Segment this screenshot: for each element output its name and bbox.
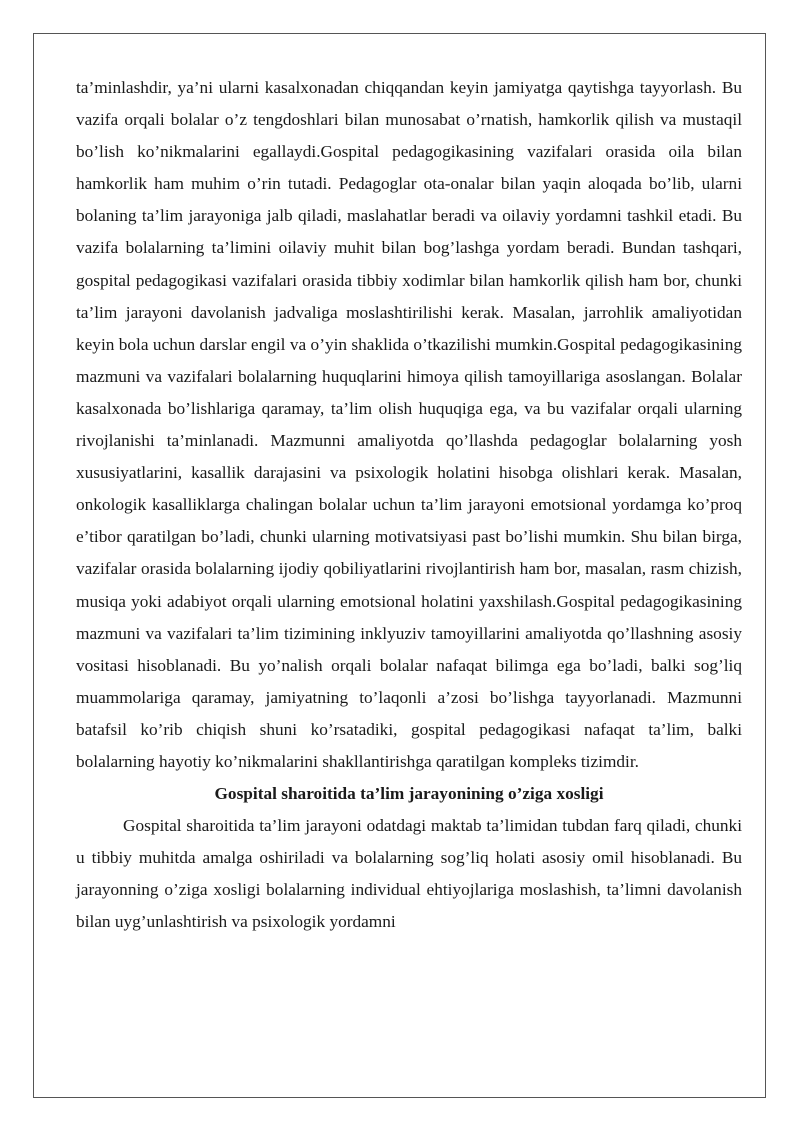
body-paragraph-2: Gospital sharoitida ta’lim jarayoni odatdagi maktab ta’limidan tubdan farq qiladi, chunki u tibbiy muhitda amalga oshiriladi va bolalarning sog’liq holati asosiy omil hisoblanadi. Bu jarayonning o’ziga xosligi bolalarning individual ehtiyojlariga moslashish, ta’limni davolanish bilan uyg’unlashtirish va psixologik yordamni <box>76 816 742 932</box>
document-body <box>76 72 742 939</box>
body-paragraph-1: ta’minlashdir, ya’ni ularni kasalxonadan chiqqandan keyin jamiyatga qaytishga tayyorlash. Bu vazifa orqali bolalar o’z tengdoshlari bilan munosabat o’rnatish, hamkorlik qilish va mustaqil bo’lish ko’nikmalarini egallaydi.Gospital pedagogikasining vazifalari orasida oila bilan hamkorlik ham muhim o’rin tutadi. Pedagoglar ota-onalar bilan yaqin aloqada bo’lib, ularni bolaning ta’lim jarayoniga jalb qiladi, maslahatlar beradi va oilaviy yordamni tashkil etadi. Bu vazifa bolalarning ta’limini oilaviy muhit bilan bog’lashga yordam beradi. Bundan tashqari, gospital pedagogikasi vazifalari orasida tibbiy xodimlar bilan hamkorlik qilish ham bor, chunki ta’lim jarayoni davolanish jadvaliga moslashtirilishi kerak. Masalan, jarrohlik amaliyotidan keyin bola uchun darslar engil va o’yin shaklida o’tkazilishi mumkin.Gospital pedagogikasining mazmuni va vazifalari bolalarning huquqlarini himoya qilish tamoyillariga asoslangan. Bolalar kasalxonada bo’lishlariga qaramay, ta’lim olish huquqiga ega, va bu vazifalar orqali ularning rivojlanishi ta’minlanadi. Mazmunni amaliyotda qo’llashda pedagoglar bolalarning yosh xususiyatlarini, kasallik darajasini va psixologik holatini hisobga olishlari kerak. Masalan, onkologik kasalliklarga chalingan bolalar uchun ta’lim jarayoni emotsional yordamga ko’proq e’tibor qaratilgan bo’ladi, chunki ularning motivatsiyasi past bo’lishi mumkin. Shu bilan birga, vazifalar orasida bolalarning ijodiy qobiliyatlarini rivojlantirish ham bor, masalan, rasm chizish, musiqa yoki adabiyot orqali ularning emotsional holatini yaxshilash.Gospital pedagogikasining mazmuni va vazifalari ta’lim tizimining inklyuziv tamoyillarini amaliyotda qo’llashning asosiy vositasi hisoblanadi. Bu yo’nalish orqali bolalar nafaqat bilimga ega bo’ladi, balki sog’liq muammolariga qaramay, jamiyatning to’laqonli a’zosi bo’lishga tayyorlanadi. Mazmunni batafsil ko’rib chiqish shuni ko’rsatadiki, gospital pedagogikasi nafaqat ta’lim, balki bolalarning hayotiy ko’nikmalarini shakllantirishga qaratilgan kompleks tizimdir. <box>76 78 742 771</box>
section-heading: Gospital sharoitida ta’lim jarayonining o’ziga xosligi <box>214 784 604 804</box>
